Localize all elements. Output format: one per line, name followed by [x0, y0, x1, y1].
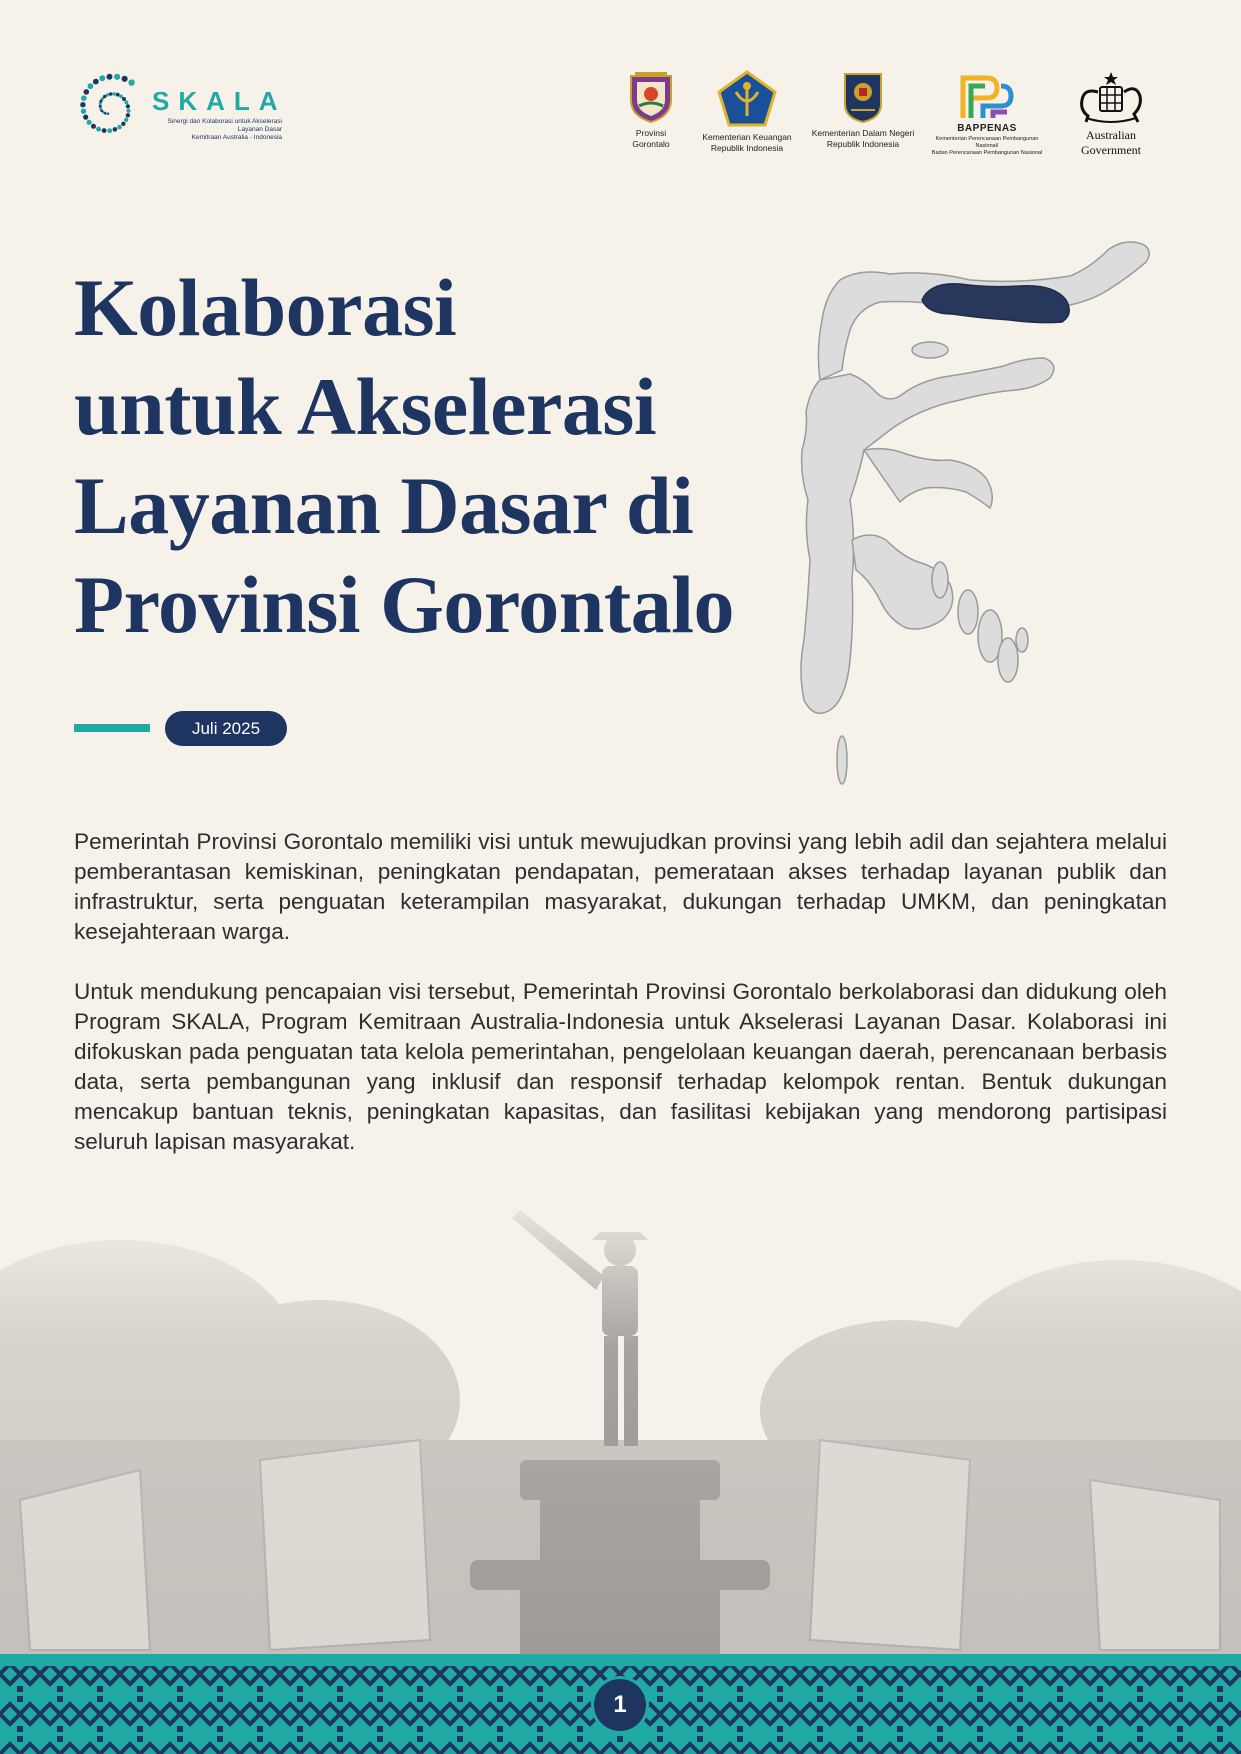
body-text	[74, 827, 1167, 1187]
date-badge: Juli 2025	[165, 711, 287, 746]
kemenkeu-emblem-icon	[716, 70, 778, 128]
partner-bappenas-line1: BAPPENAS	[957, 123, 1017, 134]
skala-wordmark: SKALA	[152, 86, 287, 116]
page-number: 1	[594, 1679, 646, 1731]
partner-bappenas	[927, 70, 1047, 157]
partner-australian-government-label: Australian Government	[1081, 128, 1141, 157]
partner-kemendagri	[807, 70, 919, 149]
partner-kemenkeu-line1: Kementerian Keuangan	[702, 132, 792, 142]
title-line-1: Kolaborasi	[74, 262, 457, 353]
paragraph-2: Untuk mendukung pencapaian visi tersebut, Pemerintah Provinsi Gorontalo berkolaborasi dan didukung oleh Program SKALA, Program Kemitraan Australia-Indonesia untuk Akselerasi Layanan Dasar. Kolaborasi ini difokuskan pada penguatan tata kelola pemerintahan, pengelolaan keuangan daerah, perencanaan berbasis data, serta pembangunan yang inklusif dan responsif terhadap kelompok rentan. Bentuk dukungan mencakup bantuan teknis, peningkatan kapasitas, dan fasilitasi kebijakan yang mendorong partisipasi seluruh lapisan masyarakat.	[74, 979, 1167, 1154]
gorontalo-emblem-icon	[625, 70, 677, 124]
monument-background-image	[0, 1180, 1241, 1660]
partner-bappenas-line3: Badan Perencanaan Pembangunan Nasional	[931, 149, 1043, 156]
skala-logo	[74, 72, 287, 144]
partner-gorontalo-line1: Provinsi	[635, 128, 667, 138]
title-line-4: Provinsi Gorontalo	[74, 559, 734, 650]
partner-kemendagri-line2: Republik Indonesia	[826, 138, 900, 149]
partner-kemenkeu	[695, 70, 799, 153]
skala-tagline: Sinergi dan Kolaborasi untuk Akselerasi Layanan Dasar Kemitraan Australia - Indonesia	[167, 118, 282, 141]
partner-bappenas-line2: Kementerian Perencanaan Pembangunan Nasional/	[935, 135, 1039, 149]
partner-gorontalo	[615, 70, 687, 149]
paragraph-1: Pemerintah Provinsi Gorontalo memiliki visi untuk mewujudkan provinsi yang lebih adil dan sejahtera melalui pemberantasan kemiskinan, peningkatan pendapatan, pemerataan akses terhadap layanan publik dan infrastruktur, serta penguatan keterampilan masyarakat, dukungan terhadap UMKM, dan peningkatan kesejahteraan warga.	[74, 829, 1167, 944]
bappenas-logo-icon	[957, 70, 1017, 120]
partner-kemendagri-line1: Kementerian Dalam Negeri	[811, 128, 915, 138]
title-line-3: Layanan Dasar di	[74, 460, 694, 551]
kemendagri-emblem-icon	[841, 70, 885, 124]
partner-gorontalo-line2: Gorontalo	[632, 138, 670, 149]
page-title	[74, 258, 794, 654]
australian-coat-of-arms-icon	[1072, 70, 1150, 126]
skala-dots-icon	[74, 72, 146, 144]
accent-line	[74, 724, 150, 732]
partner-australian-government	[1055, 70, 1167, 158]
title-line-2: untuk Akselerasi	[74, 361, 657, 452]
sulawesi-map-icon	[790, 240, 1210, 800]
partner-kemenkeu-line2: Republik Indonesia	[710, 142, 784, 153]
partner-logos	[615, 70, 1167, 158]
